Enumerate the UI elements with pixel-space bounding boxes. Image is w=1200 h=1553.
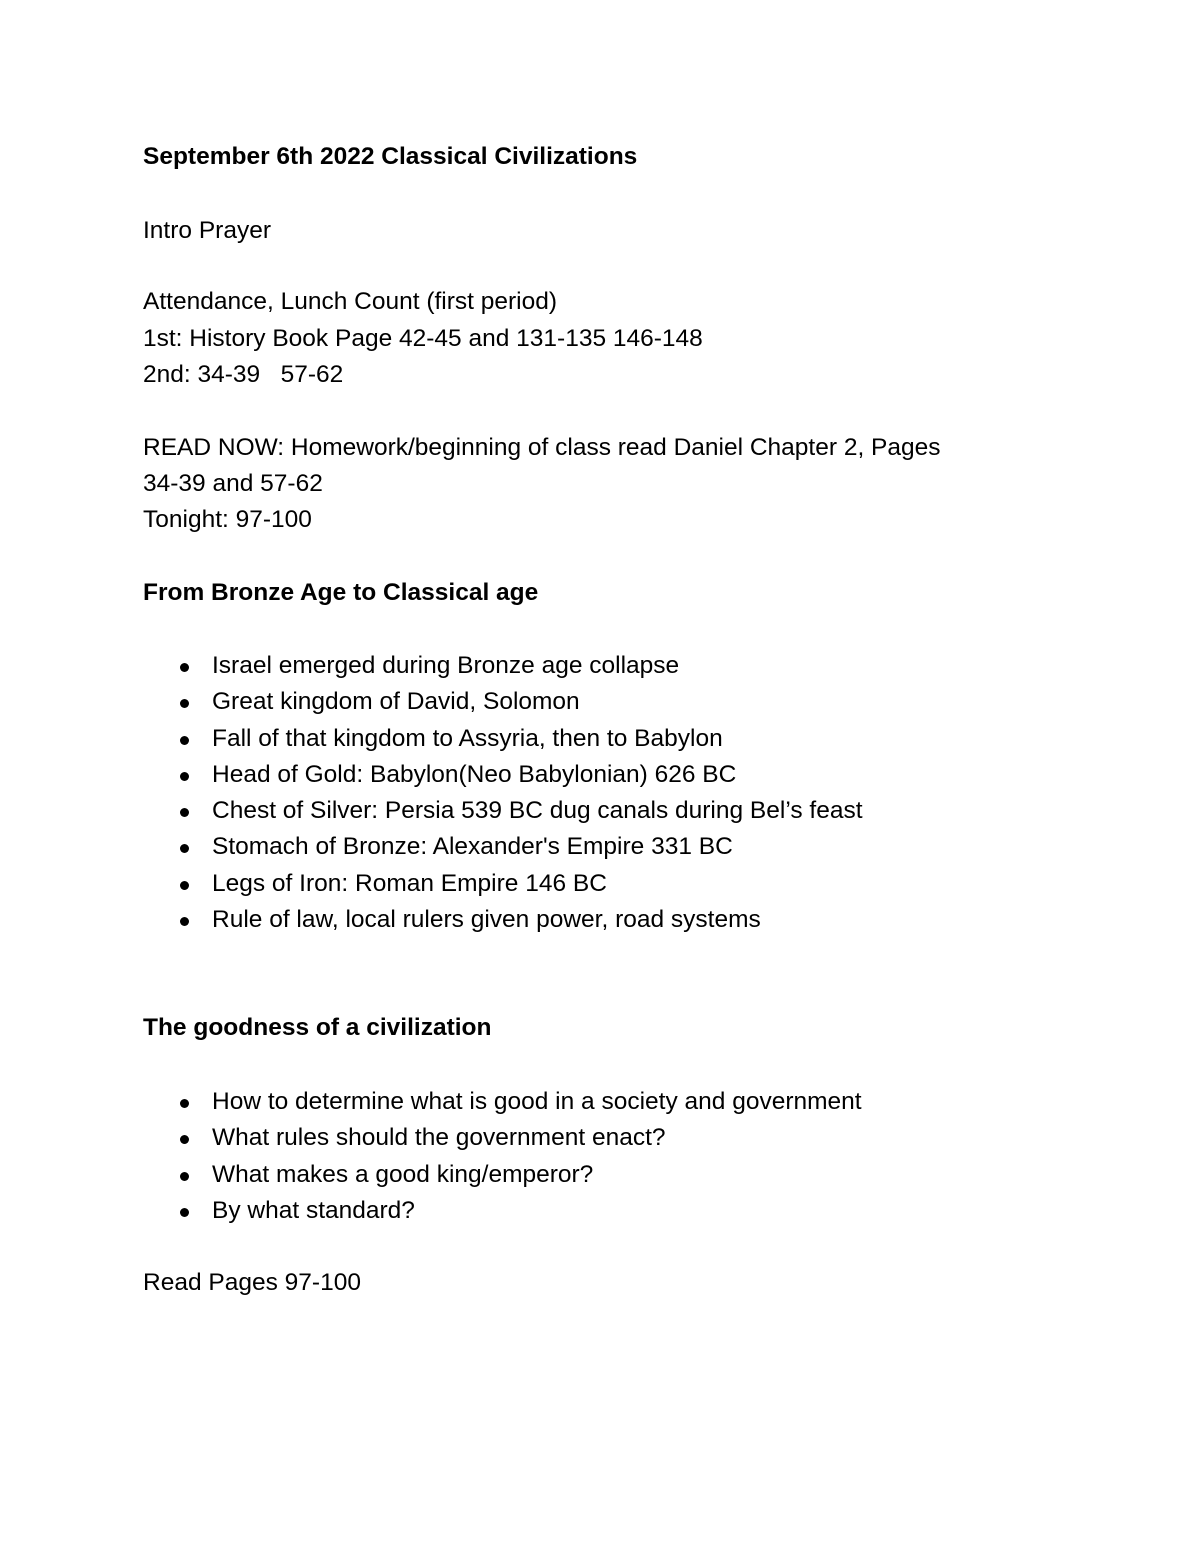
list-item: By what standard? [143,1193,862,1229]
first-period-line: 1st: History Book Page 42-45 and 131-135 146-148 [143,325,703,352]
goodness-bullet-list [143,1084,862,1229]
bullet-icon [180,663,189,672]
list-item: Great kingdom of David, Solomon [143,684,863,720]
intro-prayer: Intro Prayer [143,217,271,244]
section-heading-bronze-age: From Bronze Age to Classical age [143,579,539,606]
tonight-line: Tonight: 97-100 [143,506,312,533]
list-item: Head of Gold: Babylon(Neo Babylonian) 626 BC [143,757,863,793]
bullet-icon [180,917,189,926]
list-item: Israel emerged during Bronze age collapse [143,648,863,684]
read-now-line-2: 34-39 and 57-62 [143,470,323,497]
bullet-icon [180,1208,189,1217]
bullet-icon [180,844,189,853]
list-item: What makes a good king/emperor? [143,1157,862,1193]
bullet-icon [180,808,189,817]
document-title: September 6th 2022 Classical Civilizations [143,143,638,170]
list-item: Fall of that kingdom to Assyria, then to Babylon [143,721,863,757]
list-item: Stomach of Bronze: Alexander's Empire 331 BC [143,829,863,865]
list-item: Legs of Iron: Roman Empire 146 BC [143,866,863,902]
bronze-age-bullet-list [143,648,863,938]
bullet-icon [180,699,189,708]
list-item: What rules should the government enact? [143,1120,862,1156]
bullet-icon [180,772,189,781]
list-item: How to determine what is good in a society and government [143,1084,862,1120]
section-heading-goodness: The goodness of a civilization [143,1014,492,1041]
bullet-icon [180,736,189,745]
bullet-icon [180,1135,189,1144]
read-now-line-1: READ NOW: Homework/beginning of class read Daniel Chapter 2, Pages [143,434,941,461]
list-item: Chest of Silver: Persia 539 BC dug canals during Bel’s feast [143,793,863,829]
list-item: Rule of law, local rulers given power, road systems [143,902,863,938]
attendance-line: Attendance, Lunch Count (first period) [143,288,558,315]
bullet-icon [180,1172,189,1181]
bullet-icon [180,881,189,890]
second-period-line: 2nd: 34-39 57-62 [143,361,344,388]
closing-read-pages: Read Pages 97-100 [143,1269,361,1296]
bullet-icon [180,1099,189,1108]
